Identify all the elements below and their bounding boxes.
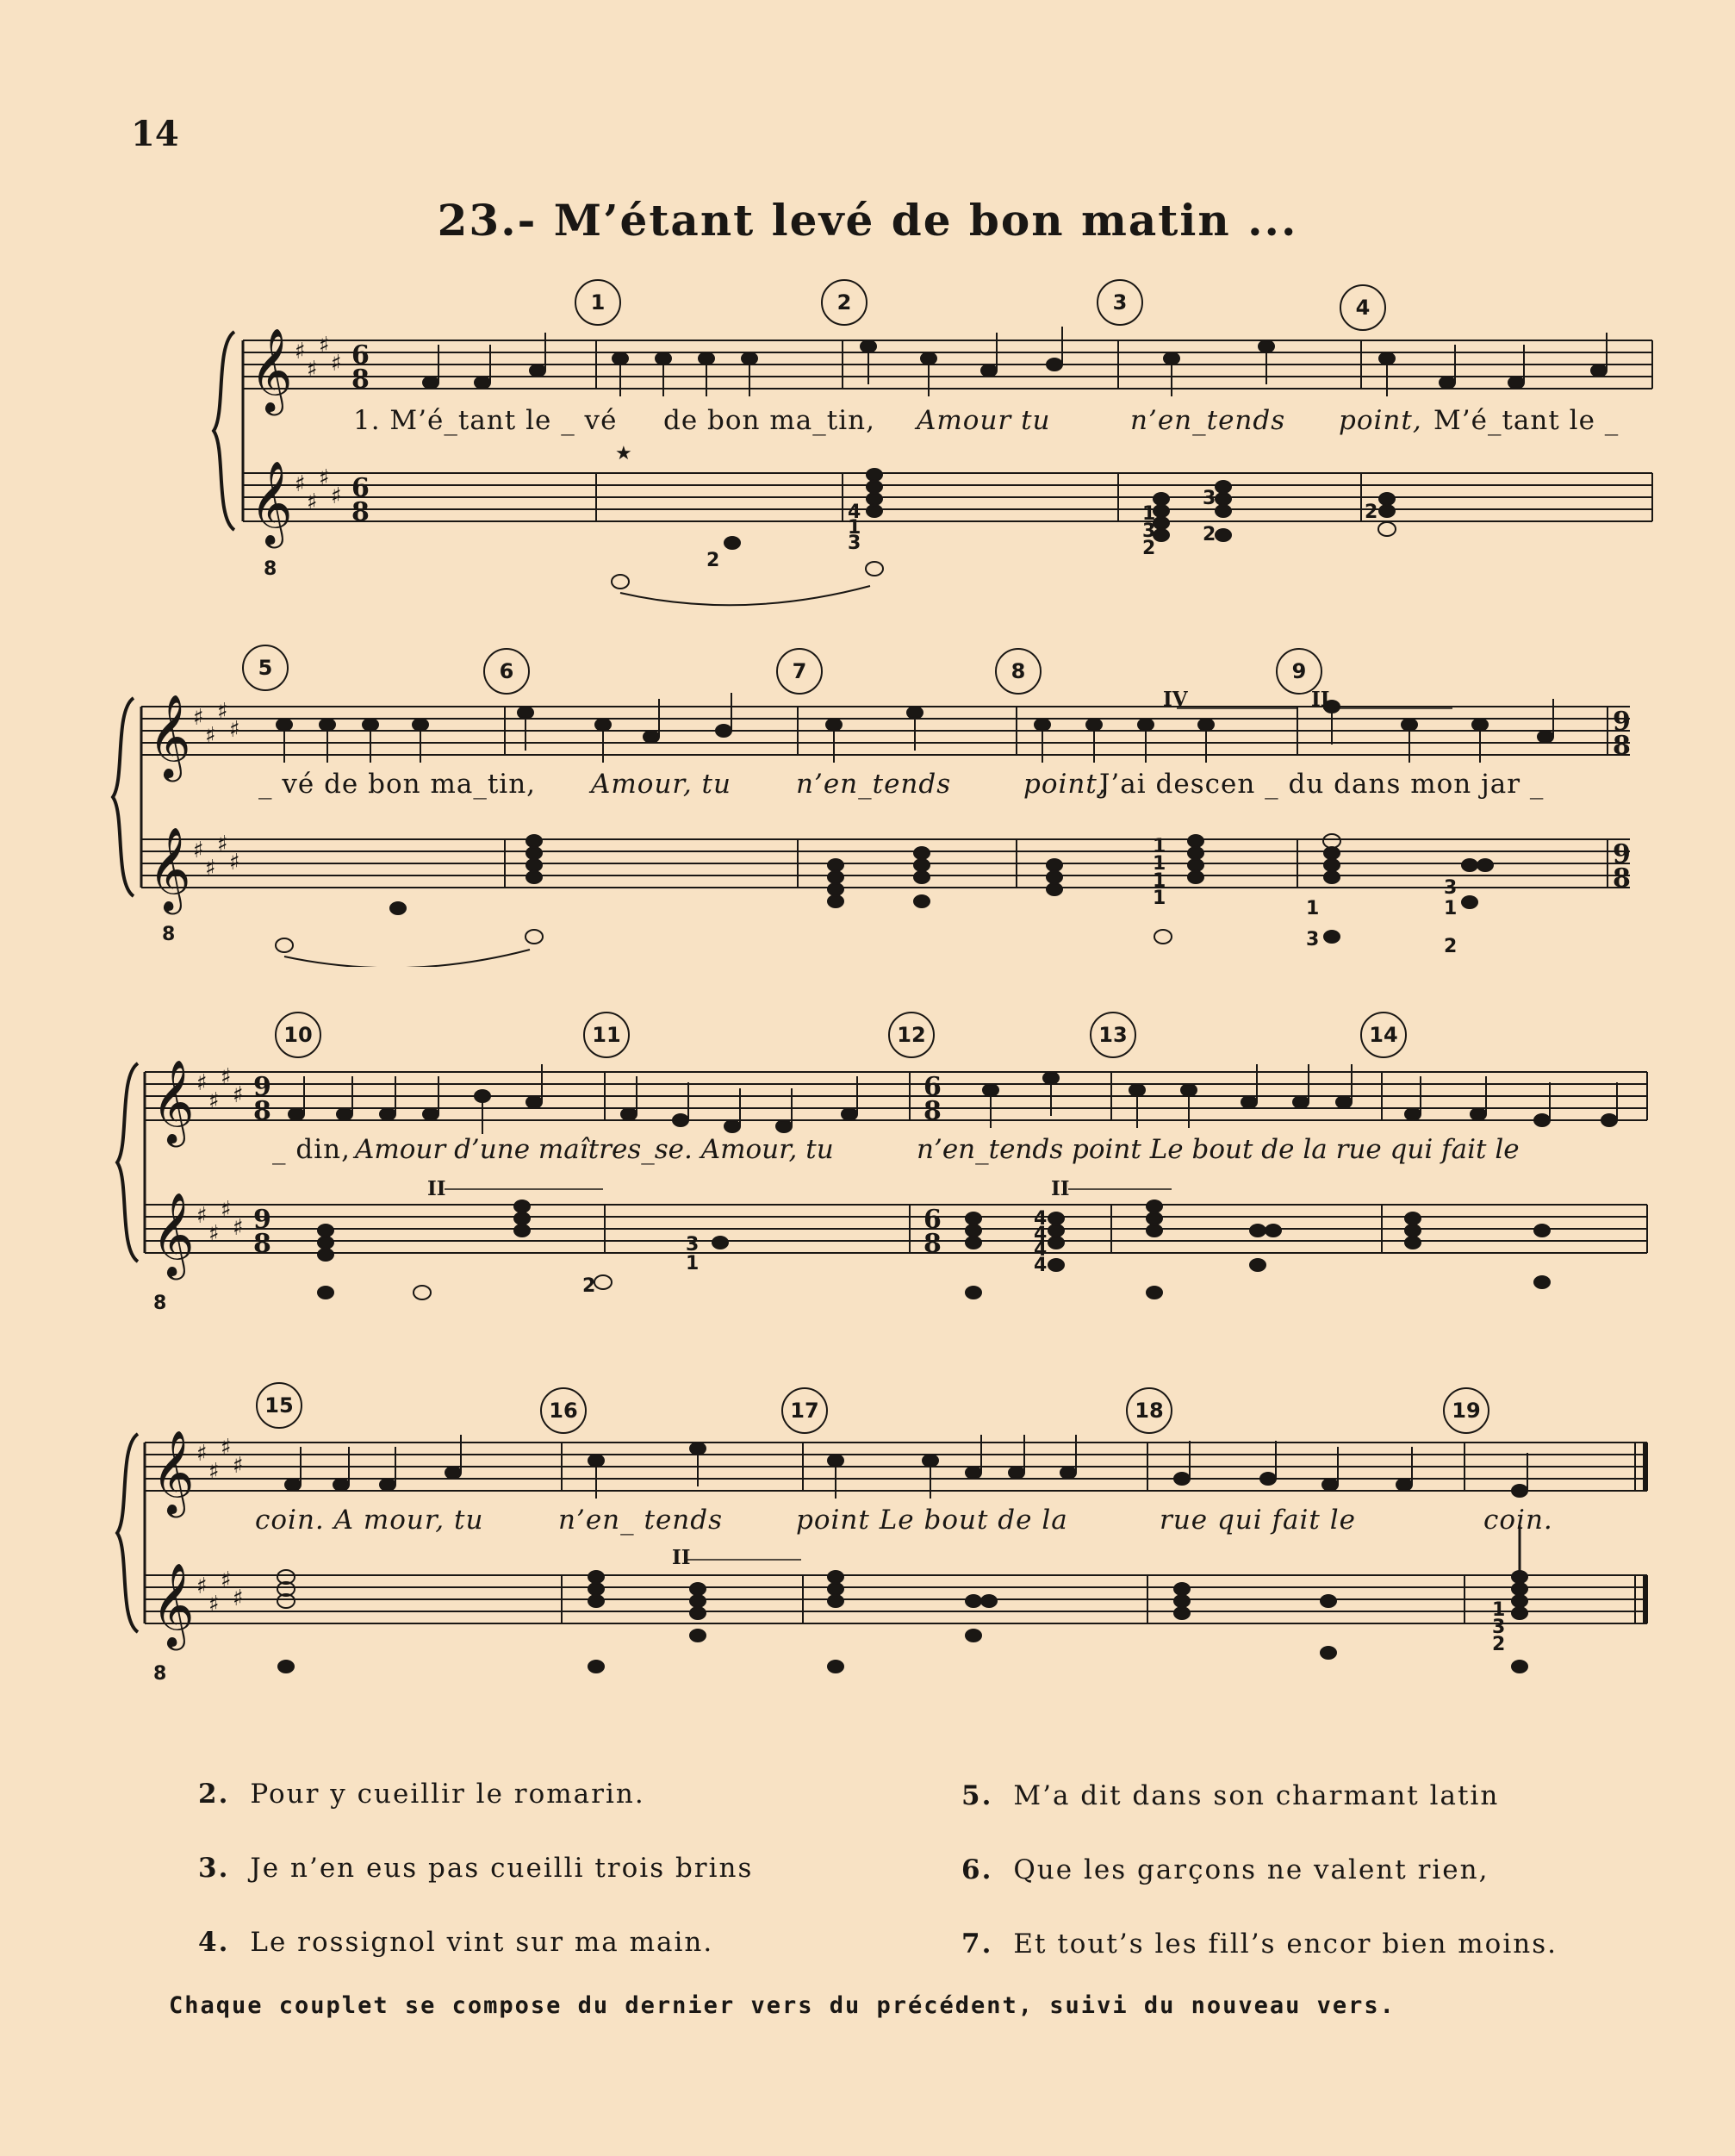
svg-text:𝄞: 𝄞 (152, 1192, 195, 1276)
verse-text: Que les garçons ne valent rien, (1013, 1854, 1489, 1885)
measure-number: 5 (242, 645, 289, 691)
svg-text:𝄞: 𝄞 (152, 1059, 195, 1143)
verse-text: Et tout’s les fill’s encor bien moins. (1013, 1929, 1558, 1960)
verse-line (198, 1779, 645, 1810)
verse-number: 5. (961, 1780, 993, 1811)
position-marker: II (427, 1177, 446, 1200)
lyric: _ vé de bon ma_tin, (258, 769, 537, 800)
measure-number: 4 (1340, 284, 1386, 331)
fingering: 1 (1153, 836, 1166, 857)
music-system-4 (0, 1374, 1735, 1718)
svg-text:𝄞: 𝄞 (152, 1562, 195, 1647)
fingering: 1 (686, 1253, 700, 1274)
fingering: 1 (1153, 888, 1166, 909)
svg-text:♯: ♯ (221, 1567, 232, 1593)
fingering: 2 (706, 550, 720, 571)
lyric: de bon ma_tin, (663, 405, 875, 436)
svg-text:♯: ♯ (229, 717, 240, 743)
measure-number: 3 (1097, 279, 1143, 326)
measure-number: 10 (275, 1012, 321, 1058)
svg-text:9: 9 (1613, 839, 1631, 869)
measure-number: 8 (995, 648, 1042, 695)
octave-mark: 8 (153, 1293, 167, 1314)
footnote: Chaque couplet se compose du dernier vers du précédent, suivi du nouveau vers. (169, 1992, 1396, 2019)
svg-text:♯: ♯ (208, 1592, 220, 1617)
lyric: 1. M’é_tant le _ vé (353, 405, 618, 436)
lyric: _ din, (272, 1134, 351, 1165)
svg-text:♯: ♯ (229, 850, 240, 875)
lyric: J’ai descen _ du dans mon jar _ (1099, 769, 1545, 800)
svg-text:♯: ♯ (217, 699, 228, 725)
measure-number: 17 (781, 1387, 828, 1434)
verse-number: 6. (961, 1854, 993, 1885)
svg-text:♯: ♯ (196, 1573, 208, 1599)
svg-text:♯: ♯ (208, 1088, 220, 1114)
svg-text:6: 6 (351, 473, 370, 503)
fingering: 2 (1365, 502, 1378, 523)
svg-text:8: 8 (923, 1229, 942, 1259)
svg-text:♯: ♯ (295, 471, 306, 497)
svg-text:9: 9 (253, 1072, 271, 1102)
measure-number: 13 (1090, 1012, 1136, 1058)
fingering: 2 (1142, 538, 1156, 559)
svg-text:8: 8 (253, 1096, 271, 1126)
fingering: 1 (1153, 870, 1166, 892)
octave-mark: 8 (264, 558, 277, 580)
svg-text:♯: ♯ (208, 1221, 220, 1247)
svg-text:6: 6 (923, 1072, 942, 1102)
svg-text:♯: ♯ (221, 1435, 232, 1461)
octave-mark: 8 (162, 924, 176, 945)
svg-text:♯: ♯ (196, 1070, 208, 1096)
fingering: 1 (1153, 853, 1166, 875)
fingering: 1 (848, 517, 861, 539)
fingering: 3 (1306, 929, 1320, 950)
svg-text:♯: ♯ (233, 1215, 244, 1241)
verse-text: Pour y cueillir le romarin. (250, 1779, 645, 1810)
lyric: Amour tu (917, 405, 1051, 436)
fingering: 2 (582, 1275, 596, 1297)
svg-text:♯: ♯ (307, 489, 318, 515)
svg-text:8: 8 (253, 1229, 271, 1259)
lyric: coin. A mour, tu (255, 1505, 484, 1536)
position-marker: II (672, 1546, 691, 1569)
fingering: 1 (1306, 898, 1320, 919)
svg-text:𝄞: 𝄞 (148, 694, 191, 778)
lyric: Amour, tu (591, 769, 731, 800)
verse-number: 4. (198, 1927, 230, 1958)
svg-text:9: 9 (1613, 707, 1631, 737)
lyric: n’en_ tends (558, 1505, 724, 1536)
svg-text:♯: ♯ (193, 705, 204, 731)
svg-text:♯: ♯ (331, 483, 342, 509)
fingering: 3 (848, 533, 861, 554)
verse-number: 2. (198, 1779, 230, 1810)
fingering: 3 (1203, 488, 1216, 509)
lyric: rue qui fait le (1160, 1505, 1357, 1536)
position-marker: IV (1163, 688, 1188, 711)
svg-text:𝄞: 𝄞 (250, 460, 293, 545)
verse-line (961, 1854, 1489, 1885)
svg-text:𝄞: 𝄞 (152, 1430, 195, 1514)
svg-text:♯: ♯ (221, 1197, 232, 1223)
music-system-2 (0, 639, 1735, 967)
lyric: point Le bout de la (796, 1505, 1068, 1536)
svg-text:♯: ♯ (233, 1586, 244, 1611)
lyric: n’en_tends (1130, 405, 1286, 436)
position-marker: II (1051, 1177, 1070, 1200)
verse-text: M’a dit dans son charmant latin (1013, 1780, 1500, 1811)
measure-number: 14 (1360, 1012, 1407, 1058)
fingering: 3 (1444, 877, 1458, 899)
page-number: 14 (131, 114, 179, 154)
measure-number: 2 (821, 279, 868, 326)
lyric: point, (1339, 405, 1422, 436)
svg-text:♯: ♯ (196, 1203, 208, 1229)
svg-text:9: 9 (253, 1205, 271, 1235)
fingering: 1 (1492, 1599, 1506, 1621)
fingering: 2 (1444, 936, 1458, 957)
fingering: 2 (1203, 524, 1216, 545)
svg-text:8: 8 (923, 1096, 942, 1126)
staff-system-1-graphic (0, 276, 1735, 620)
svg-text:♯: ♯ (233, 1453, 244, 1479)
svg-text:8: 8 (1613, 863, 1631, 894)
fingering: 4 (1034, 1208, 1048, 1230)
measure-number: 7 (776, 648, 823, 695)
svg-text:♯: ♯ (196, 1441, 208, 1467)
lyric: coin. (1483, 1505, 1553, 1536)
svg-text:♯: ♯ (331, 351, 342, 377)
measure-number: 15 (256, 1382, 302, 1429)
svg-text:𝄞: 𝄞 (250, 327, 293, 412)
verse-line (961, 1929, 1558, 1960)
verse-line (198, 1853, 753, 1884)
lyric: n’en_tends (796, 769, 952, 800)
lyric: Amour d’une maîtres_se. Amour, tu (355, 1134, 834, 1165)
svg-text:♯: ♯ (319, 333, 330, 358)
lyric: point, (1023, 769, 1107, 800)
measure-number: 1 (575, 279, 621, 326)
fingering: 2 (1492, 1634, 1506, 1655)
star-marker: ★ (615, 443, 632, 464)
svg-text:8: 8 (351, 497, 370, 527)
fingering: 4 (1034, 1255, 1048, 1276)
svg-text:♯: ♯ (217, 832, 228, 857)
svg-text:♯: ♯ (319, 465, 330, 491)
svg-text:♯: ♯ (221, 1064, 232, 1090)
verse-line (198, 1927, 713, 1958)
svg-text:♯: ♯ (307, 357, 318, 383)
svg-text:♯: ♯ (295, 339, 306, 365)
svg-text:♯: ♯ (208, 1459, 220, 1485)
svg-text:8: 8 (351, 365, 370, 395)
lyric: n’en_tends point Le bout de la rue qui fait le (917, 1134, 1520, 1165)
svg-text:♯: ♯ (193, 838, 204, 863)
music-system-3 (0, 1008, 1735, 1336)
svg-text:𝄞: 𝄞 (148, 826, 191, 911)
svg-text:♯: ♯ (233, 1082, 244, 1108)
svg-text:6: 6 (923, 1205, 942, 1235)
octave-mark: 8 (153, 1663, 167, 1685)
fingering: 1 (1142, 503, 1156, 525)
song-title: 23.- M’étant levé de bon matin ... (437, 195, 1298, 246)
svg-text:♯: ♯ (205, 856, 216, 882)
measure-number: 9 (1276, 648, 1322, 695)
svg-text:8: 8 (1613, 731, 1631, 761)
measure-number: 12 (888, 1012, 935, 1058)
verse-text: Je n’en eus pas cueilli trois brins (250, 1853, 754, 1884)
fingering: 4 (1034, 1224, 1048, 1245)
verse-line (961, 1780, 1499, 1811)
fingering: 4 (848, 502, 861, 523)
measure-number: 18 (1126, 1387, 1172, 1434)
verse-number: 3. (198, 1853, 230, 1884)
position-marker: II (1311, 688, 1330, 711)
measure-number: 11 (583, 1012, 630, 1058)
verse-text: Le rossignol vint sur ma main. (250, 1927, 714, 1958)
fingering: 3 (1142, 520, 1156, 542)
lyric: M’é_tant le _ (1433, 405, 1620, 436)
fingering: 3 (686, 1234, 700, 1256)
svg-text:♯: ♯ (205, 723, 216, 749)
measure-number: 19 (1443, 1387, 1489, 1434)
music-system-1 (0, 276, 1735, 620)
verse-number: 7. (961, 1929, 993, 1960)
svg-text:6: 6 (351, 340, 370, 371)
fingering: 4 (1034, 1239, 1048, 1261)
staff-system-3-graphic (0, 1008, 1735, 1336)
fingering: 3 (1492, 1617, 1506, 1638)
fingering: 1 (1444, 898, 1458, 919)
measure-number: 6 (483, 648, 530, 695)
measure-number: 16 (540, 1387, 587, 1434)
